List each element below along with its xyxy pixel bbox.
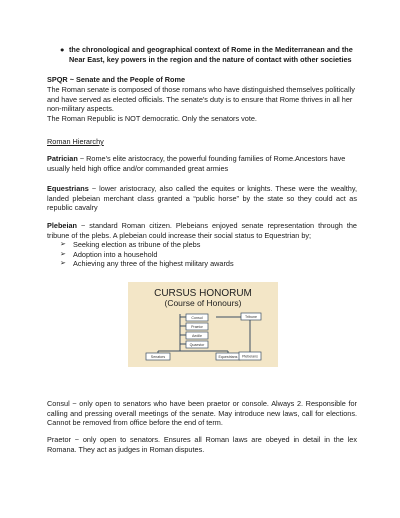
list-item	[60, 240, 320, 250]
equestrians-entry	[47, 184, 357, 213]
equestrians-term: Equestrians	[47, 184, 89, 193]
list-item-text: Seeking election as tribune of the plebs	[73, 240, 201, 249]
list-item	[60, 259, 320, 269]
praetor-box-label: Praetor	[191, 325, 203, 329]
tribune-box-label: Tribune	[244, 315, 258, 319]
figure-title: CURSUS HONORUM	[154, 288, 252, 299]
list-item-text: Achieving any three of the highest military awards	[73, 259, 234, 269]
equestrians-box-label: Equestrians	[218, 355, 238, 359]
arrow-bullet-icon: ➢	[60, 260, 66, 268]
list-item-text: Adoption into a household	[73, 249, 158, 259]
patrician-description: ~ Rome's elite aristocracy, the powerful founding families of Rome.Ancestors have usually held high office and/or commanded great armies	[47, 154, 346, 173]
figure-subtitle: (Course of Honours)	[164, 298, 242, 308]
plebeian-entry	[47, 221, 357, 240]
spqr-paragraph: The Roman senate is composed of those romans who have distinguished themselves politically and have served as elected officials. The senate's duty is to ensure that Rome thrives in all her non-military aspects.	[47, 85, 355, 114]
objective-text: the chronological and geographical context of Rome in the Mediterranean and the Near East, key powers in the region and the nature of contact with other societies	[69, 45, 353, 64]
plebeians-box-label: Plebeians	[242, 354, 258, 359]
bullet-marker: ●	[60, 45, 65, 54]
plebeian-ways-list	[60, 240, 320, 269]
plebeian-description: ~ standard Roman citizen. Plebeians enjoyed senate representation through the tribune of the plebs. A plebeian could increase their social status to Equestrian by;	[47, 221, 357, 240]
patrician-term: Patrician	[47, 154, 78, 163]
spqr-heading: SPQR ~ Senate and the People of Rome	[47, 75, 186, 84]
spqr-note: The Roman Republic is NOT democratic. Only the senators vote.	[47, 114, 257, 123]
equestrians-description: ~ lower aristocracy, also called the equites or knights. These were the wealthy, landed plebeian merchant class granted a “public horse” by the state so they could act as republic cavalry	[47, 184, 357, 213]
consul-box-label: Consul	[191, 316, 203, 320]
plebeian-term: Plebeian	[47, 221, 78, 230]
cursus-honorum-figure	[128, 282, 278, 367]
quaestor-box-label: Quaestor	[189, 343, 205, 347]
patrician-entry	[47, 154, 357, 173]
arrow-bullet-icon: ➢	[60, 250, 66, 258]
hierarchy-heading: Roman Hierarchy	[47, 137, 104, 146]
senators-box-label: Senators	[150, 355, 166, 359]
praetor-paragraph: Praetor ~ only open to senators. Ensures all Roman laws are obeyed in detail in the lex Romana. They act as judges in Roman disputes.	[47, 435, 357, 454]
arrow-bullet-icon: ➢	[60, 241, 66, 248]
objective-bullet	[60, 45, 360, 64]
consul-paragraph: Consul ~ only open to senators who have been praetor or console. Always 2. Responsible for calling and pressing overall meetings of the senate. May introduce new laws, call for elections. Cannot be removed from office before the end of term.	[47, 399, 357, 428]
aedile-box-label: Aedile	[192, 334, 202, 338]
cursus-honorum-diagram	[128, 282, 278, 367]
list-item	[60, 250, 320, 260]
